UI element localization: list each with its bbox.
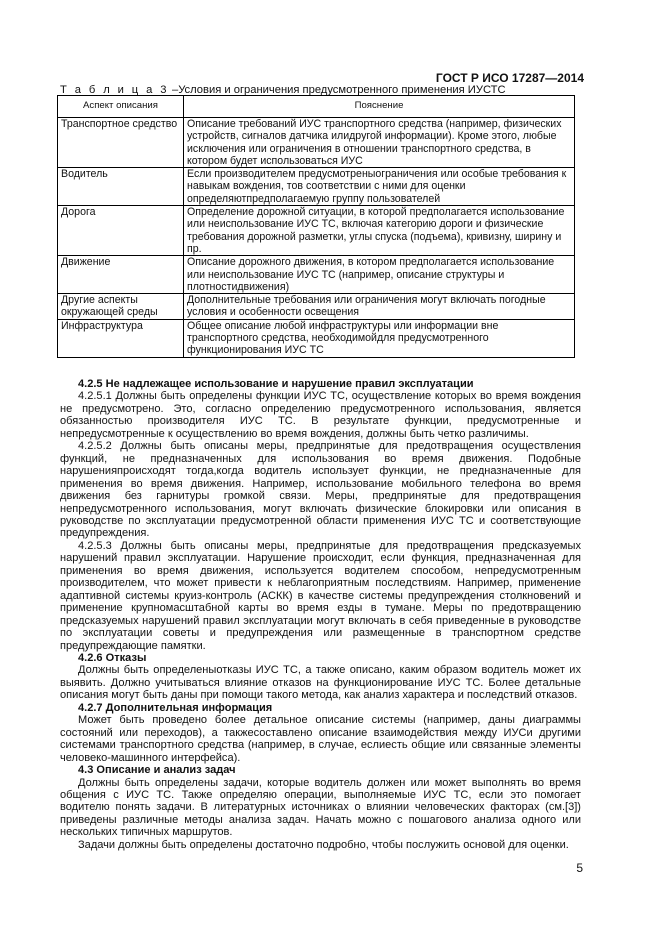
aspect-cell: Другие аспекты окружающей среды (58, 294, 184, 320)
aspect-cell: Транспортное средство (58, 118, 184, 168)
table-row (58, 118, 575, 168)
section-heading-4-2-6: 4.2.6 Отказы (78, 651, 147, 664)
paragraph-4-2-5-3: 4.2.5.3 Должны быть описаны меры, предпринятые для предотвращения предсказуемых нарушений правил эксплуатации. Нарушение происходит, если функция, предназначенная для применения во время движения, используется водителем способом, непредусмотренным производителем, что может привести к неблагоприятным последствиям. Например, применение адаптивной системы круиз-контроль (АСКК) в качестве системы предупреждения столкновений и применение крупномасштабной карты во время езды в тумане. Меры по предотвращению предсказуемых нарушений правил эксплуатации могут включать в себя приведенные в руководстве по эксплуатации советы и предупреждения или размещенные в транспортном средстве предупреждающие памятки. (60, 539, 581, 652)
table-row (58, 256, 575, 294)
explanation-cell: Определение дорожной ситуации, в которой предполагается использование или неиспользование ИУС ТС, включая категорию дороги и физические требования дорожной разметки, углы спуска (подъема), кривизну, ширину и пр. (184, 206, 575, 256)
aspect-cell: Инфраструктура (58, 319, 184, 357)
column-header-aspect: Аспект описания (58, 96, 184, 118)
document-body (60, 378, 581, 851)
aspect-cell: Движение (58, 256, 184, 294)
paragraph-4-2-6: Должны быть определеныотказы ИУС ТС, а также описано, каким образом водитель может их выявить. Должно учитываться влияние отказов на функционирование ИУС ТС. Более детальные описания могут быть даны при помощи такого метода, как анализ характера и последствий отказов. (60, 664, 581, 702)
column-header-explanation: Пояснение (184, 96, 575, 118)
document-code: ГОСТ Р ИСО 17287—2014 (435, 71, 584, 85)
table-row (58, 294, 575, 320)
table-row (58, 206, 575, 256)
paragraph-4-3-b: Задачи должны быть определены достаточно подробно, чтобы послужить основой для оценки. (78, 838, 569, 851)
explanation-cell: Дополнительные требования или ограничения могут включать погодные условия и особенности освещения (184, 294, 575, 320)
page-number: 5 (576, 861, 583, 875)
table-row (58, 168, 575, 206)
table-header-row (58, 96, 575, 118)
conditions-table (57, 95, 575, 358)
aspect-cell: Дорога (58, 206, 184, 256)
table-row (58, 319, 575, 357)
explanation-cell: Описание требований ИУС транспортного средства (например, физических устройств, сигналов датчика илидругой информации). Кроме этого, любые исключения или ограничения в отношении транспортного средства, в котором будет использоваться ИУС (184, 118, 575, 168)
section-heading-4-3: 4.3 Описание и анализ задач (78, 764, 236, 777)
explanation-cell: Общее описание любой инфраструктуры или информации вне транспортного средства, необходимойдля предусмотренного функционирования ИУС ТС (184, 319, 575, 357)
paragraph-4-2-5-2: 4.2.5.2 Должны быть описаны меры, предпринятые для предотвращения осуществления функций, не предназначенных для использования во время движения. Подобные нарушенияпроисходят тогда,когда водитель использует функции, не предназначенные для применения во время движения. Например, использование мобильного телефона во время движения без гарнитуры громкой связи. Меры, предпринятые для предотвращения непредусмотренного использования, могут включать физические блокировки или описания в руководстве по эксплуатации предусмотренной области применения ИУС ТС и соответствующие предупреждения. (60, 440, 581, 540)
section-heading-4-2-7: 4.2.7 Дополнительная информация (78, 701, 273, 714)
table-caption-text: –Условия и ограничения предусмотренного применения ИУСТС (168, 84, 506, 96)
explanation-cell: Описание дорожного движения, в котором предполагается использование или неиспользование ИУС ТС (например, описание структуры и плотностидвижения) (184, 256, 575, 294)
paragraph-4-3-a: Должны быть определены задачи, которые водитель должен или может выполнять во время общения с ИУС ТС. Также определяю операции, выполняемые ИУС ТС, если это помогает водителю понять задачи. В литературных источниках о влиянии человеческих факторах (см.[3]) приведены различные методы анализа задач. Начать можно с пошагового анализа одного или нескольких типичных маршрутов. (60, 776, 581, 839)
paragraph-4-2-7: Может быть проведено более детальное описание системы (например, даны диаграммы состояний или переходов), а такжесоставлено описание взаимодействия между ИУСи другими системами транспортного средства (например, в случае, еслиесть общие или связанные элементы человеко-машинного интерфейса). (60, 714, 581, 764)
paragraph-4-2-5-1: 4.2.5.1 Должны быть определены функции ИУС ТС, осуществление которых во время вождения не предусмотрено. Это, согласно определению предусмотренного использования, является обязанностью производителя ИУС ТС. В результате функции, предусмотренные и непредусмотренные к осуществлению во время вождения, должны быть четко различимы. (60, 390, 581, 440)
aspect-cell: Водитель (58, 168, 184, 206)
explanation-cell: Если производителем предусмотреныограничения или особые требования к навыкам вождения, тов соответствии с ними для оценки определяютпредполагаемую группу пользователей (184, 168, 575, 206)
section-heading-4-2-5: 4.2.5 Не надлежащее использование и нарушение правил эксплуатации (78, 378, 474, 390)
table-caption-prefix: Т а б л и ц а 3 (60, 84, 169, 96)
